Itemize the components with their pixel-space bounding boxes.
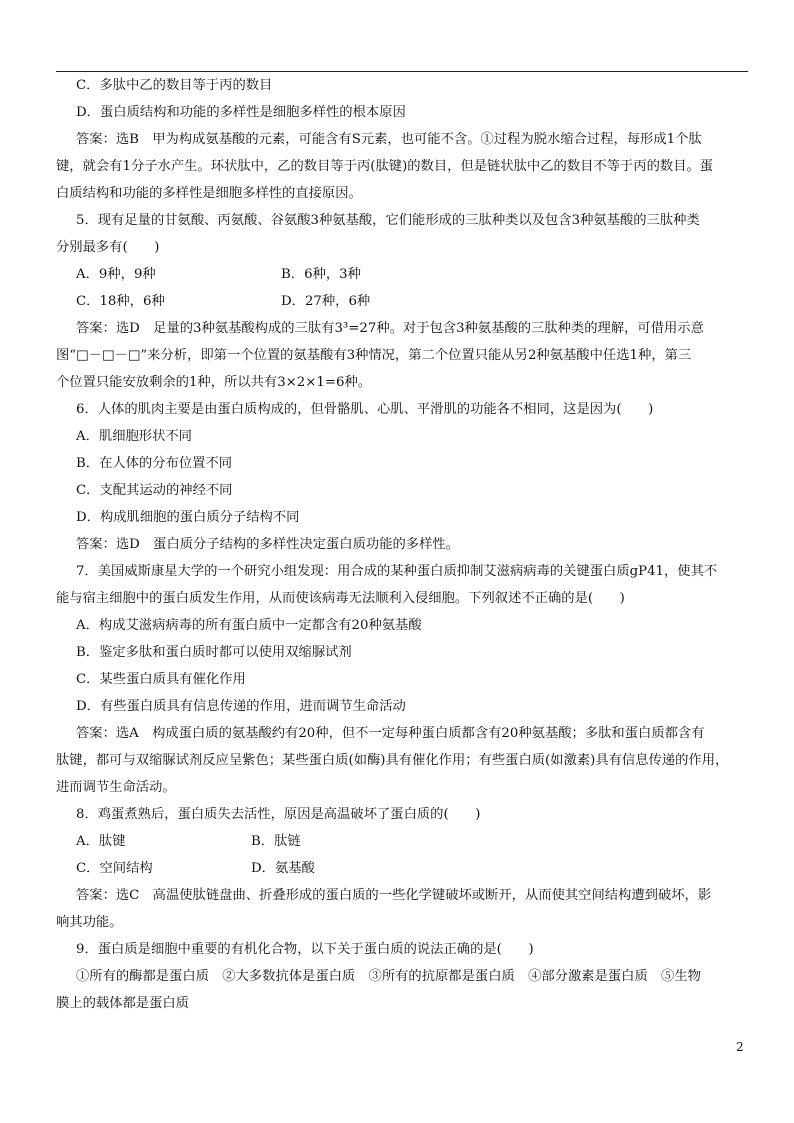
q5-option-b: B．6种，3种: [281, 267, 361, 282]
q7-option-a: A．构成艾滋病病毒的所有蛋白质中一定都含有20种氨基酸: [76, 618, 422, 633]
q8-answer-line-1: 答案：选C 高温使肽链盘曲、折叠形成的蛋白质的一些化学键破坏或断开，从而使其空间结构遭到破坏，影: [76, 888, 712, 903]
q4-answer-line-3: 白质结构和功能的多样性是细胞多样性的直接原因。: [56, 186, 362, 201]
q6-answer: 答案：选D 蛋白质分子结构的多样性决定蛋白质功能的多样性。: [76, 537, 459, 552]
q7-stem-line-1: 7．美国威斯康星大学的一个研究小组发现：用合成的某种蛋白质抑制艾滋病病毒的关键蛋白质gP41，使其不: [76, 564, 718, 579]
q9-stem: 9．蛋白质是细胞中重要的有机化合物，以下关于蛋白质的说法正确的是( ): [76, 942, 534, 957]
q7-answer-line-3: 进而调节生命活动。: [56, 780, 176, 795]
q7-option-c: C．某些蛋白质具有催化作用: [76, 672, 246, 687]
q5-stem-line-1: 5．现有足量的甘氨酸、丙氨酸、谷氨酸3种氨基酸，它们能形成的三肽种类以及包含3种氨基酸的三肽种类: [76, 213, 700, 228]
q8-option-a: A．肽键: [76, 834, 126, 849]
q9-statements-line-1: ①所有的酶都是蛋白质 ②大多数抗体是蛋白质 ③所有的抗原都是蛋白质 ④部分激素是蛋白质 ⑤生物: [76, 969, 701, 984]
q5-option-a: A．9种，9种: [76, 267, 156, 282]
q7-stem-line-2: 能与宿主细胞中的蛋白质发生作用，从而使该病毒无法顺利入侵细胞。下列叙述不正确的是( ): [56, 591, 625, 606]
q5-option-c: C．18种，6种: [76, 294, 165, 309]
q4-answer-line-1: 答案：选B 甲为构成氨基酸的元素，可能含有S元素，也可能不含。①过程为脱水缩合过程，每形成1个肽: [76, 132, 702, 147]
q5-answer-line-1: 答案：选D 足量的3种氨基酸构成的三肽有3³=27种。对于包含3种氨基酸的三肽种类的理解，可借用示意: [76, 321, 704, 336]
q4-answer-line-2: 键，就会有1分子水产生。环状肽中，乙的数目等于丙(肽键)的数目，但是链状肽中乙的数目不等于丙的数目。蛋: [56, 159, 714, 174]
page-body: [56, 72, 748, 1017]
q7-option-d: D．有些蛋白质具有信息传递的作用，进而调节生命活动: [76, 699, 406, 714]
page-number: 2: [736, 1040, 744, 1054]
q6-option-a: A．肌细胞形状不同: [76, 429, 192, 444]
q4-option-c: C．多肽中乙的数目等于丙的数目: [76, 78, 273, 93]
q8-answer-line-2: 响其功能。: [56, 915, 123, 930]
q9-statements-line-2: 膜上的载体都是蛋白质: [56, 996, 189, 1011]
q8-options-row-1: [56, 828, 748, 855]
q8-option-c: C．空间结构: [76, 861, 153, 876]
q6-option-d: D．构成肌细胞的蛋白质分子结构不同: [76, 510, 300, 525]
q5-options-row-1: [56, 261, 748, 288]
q5-stem-line-2: 分别最多有( ): [56, 240, 160, 255]
q6-option-b: B．在人体的分布位置不同: [76, 456, 233, 471]
q5-options-row-2: [56, 288, 748, 315]
q5-answer-line-3: 个位置只能安放剩余的1种，所以共有3×2×1=6种。: [56, 375, 372, 390]
q8-options-row-2: [56, 855, 748, 882]
q6-option-c: C．支配其运动的神经不同: [76, 483, 233, 498]
q4-option-d: D．蛋白质结构和功能的多样性是细胞多样性的根本原因: [76, 105, 406, 120]
q7-answer-line-1: 答案：选A 构成蛋白质的氨基酸约有20种，但不一定每种蛋白质都含有20种氨基酸；多肽和蛋白质都含有: [76, 726, 705, 741]
q5-answer-line-2: 图“□－□－□”来分析，即第一个位置的氨基酸有3种情况，第二个位置只能从另2种氨基酸中任选1种，第三: [56, 348, 692, 363]
q8-stem: 8．鸡蛋煮熟后，蛋白质失去活性，原因是高温破坏了蛋白质的( ): [76, 807, 481, 822]
q8-option-d: D．氨基酸: [251, 861, 315, 876]
q5-option-d: D．27种，6种: [281, 294, 371, 309]
q8-option-b: B．肽链: [251, 834, 301, 849]
q7-option-b: B．鉴定多肽和蛋白质时都可以使用双缩脲试剂: [76, 645, 352, 660]
q6-stem: 6．人体的肌肉主要是由蛋白质构成的，但骨骼肌、心肌、平滑肌的功能各不相同，这是因为( ): [76, 402, 654, 417]
q7-answer-line-2: 肽键，都可与双缩脲试剂反应呈紫色；某些蛋白质(如酶)具有催化作用；有些蛋白质(如激素)具有信息传递的作用，: [56, 753, 729, 768]
